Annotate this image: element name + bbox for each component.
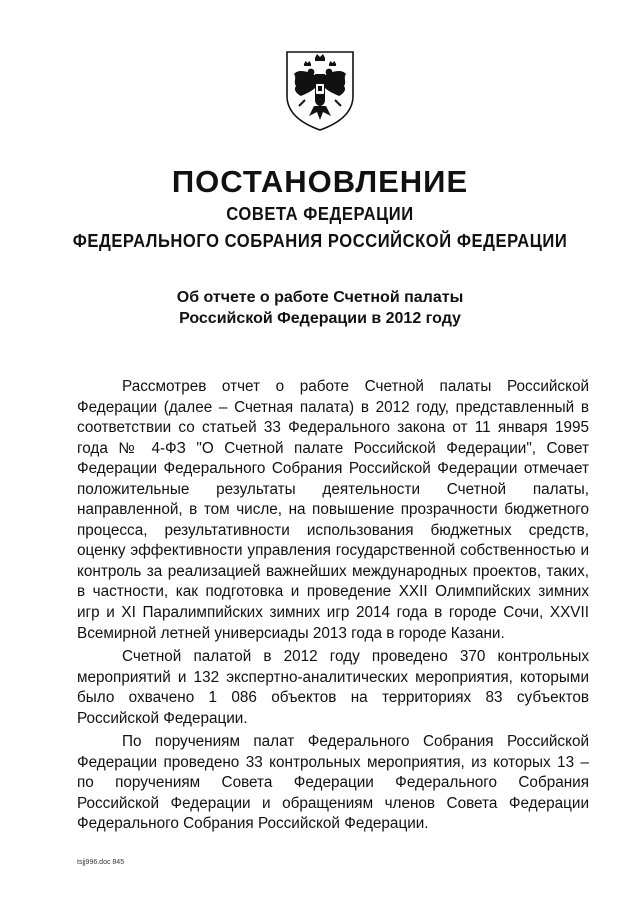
document-title: ПОСТАНОВЛЕНИЕ	[171, 164, 469, 199]
issuer-line-1: СОВЕТА ФЕДЕРАЦИИ	[226, 204, 414, 224]
file-reference: tsjj996.doc 845	[77, 859, 125, 866]
body-paragraph: По поручениям палат Федерального Собрания Российской Федерации проведено 33 контрольных мероприятия, из которых 13 – по поручениям Совета Федерации Федерального Собрания Российской Федерации и обращениям членов Совета Федерации Федерального Собрания Российской Федерации.	[77, 733, 589, 833]
document-body	[77, 377, 589, 838]
body-paragraph: Рассмотрев отчет о работе Счетной палаты Российской Федерации (далее – Счетная палата) в 2012 году, представленный в соответствии со статьей 33 Федерального закона от 11 января 1995 года № 4-ФЗ "О Счетной палате Российской Федерации", Совет Федерации Федерального Собрания Российской Федерации отмечает положительные результаты деятельности Счетной палаты, направленной, в том числе, на повышение прозрачности бюджетного процесса, результативности использования бюджетных средств, оценку эффективности управления государственной собственностью и контроль за реализацией важнейших международных проектов, таких, в частности, как подготовка и проведение XXII Олимпийских зимних игр и XI Паралимпийских зимних игр 2014 года в городе Сочи, XXVII Всемирной летней универсиады 2013 года в городе Казани.	[77, 378, 589, 642]
subject-line-2: Российской Федерации в 2012 году	[179, 310, 461, 327]
issuer-line-2: ФЕДЕРАЛЬНОГО СОБРАНИЯ РОССИЙСКОЙ ФЕДЕРАЦИИ	[72, 231, 568, 251]
document-subject	[0, 287, 640, 329]
subject-line-1: Об отчете о работе Счетной палаты	[176, 289, 464, 306]
russian-coat-of-arms-icon	[281, 48, 359, 132]
body-paragraph: Счетной палатой в 2012 году проведено 370 контрольных мероприятий и 132 экспертно-аналитических мероприятия, которыми было охвачено 1 086 объектов на территориях 83 субъектов Российской Федерации.	[77, 648, 589, 727]
